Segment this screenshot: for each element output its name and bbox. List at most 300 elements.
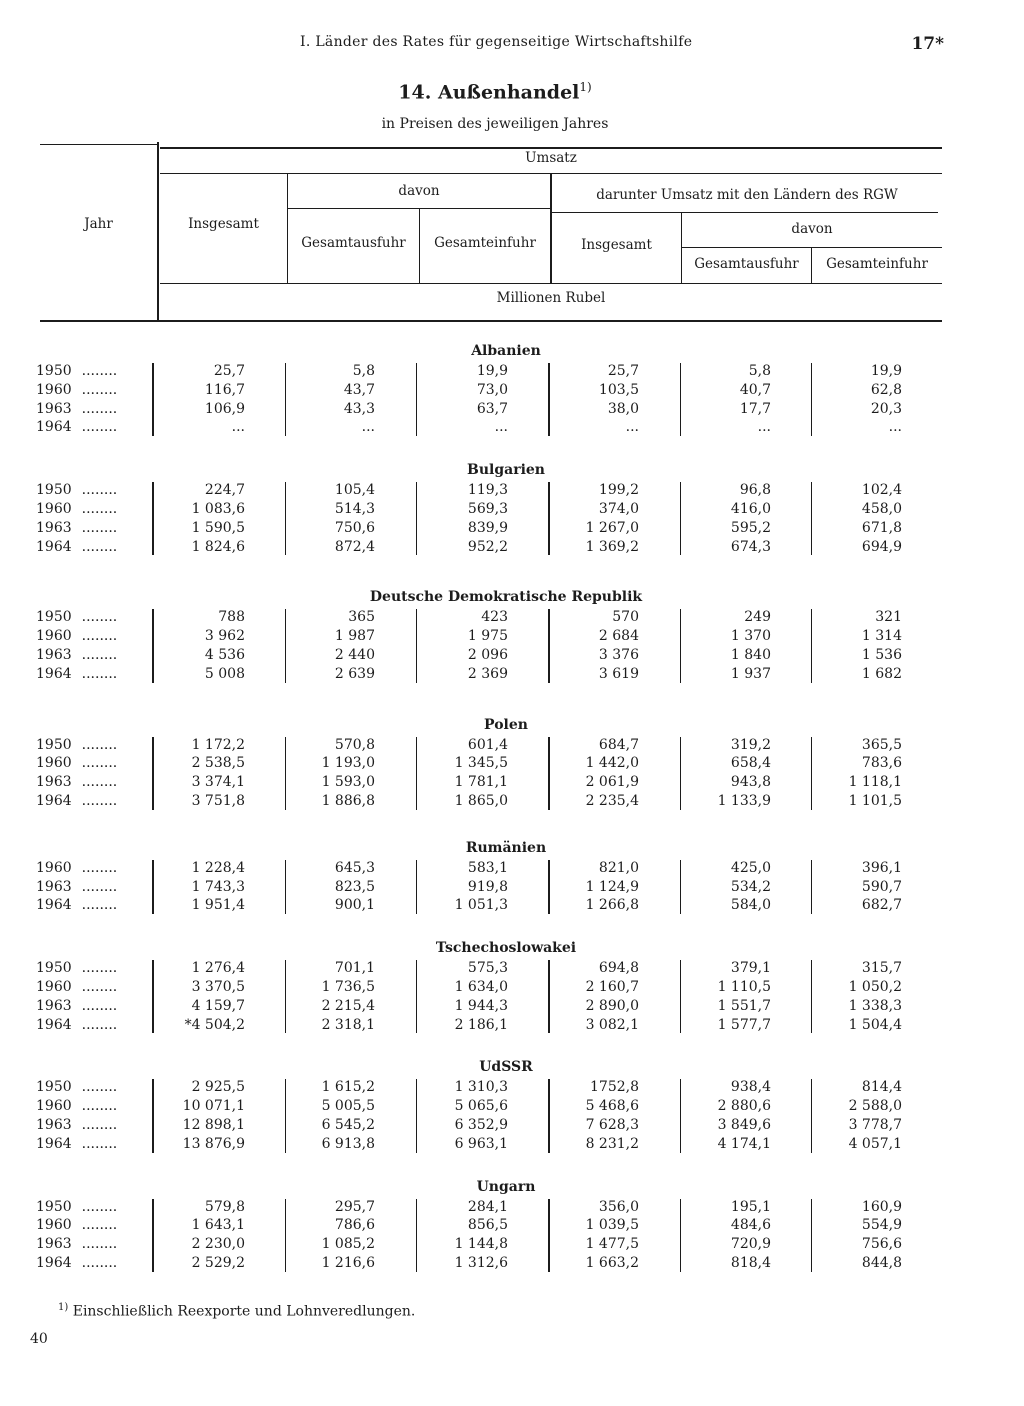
table-row (30, 1135, 942, 1154)
column-separator (285, 960, 286, 1033)
value-cell: 601,4 (467, 736, 508, 753)
column-separator (548, 482, 550, 555)
year-label: 1960 (36, 978, 72, 995)
leader-dots: ........ (81, 1079, 118, 1096)
value-cell: 674,3 (730, 538, 771, 555)
table-title-text: 14. Außenhandel (398, 81, 580, 104)
country-title: Deutsche Demokratische Republik (369, 589, 643, 606)
year-label: 1963 (36, 878, 72, 895)
column-separator (416, 363, 417, 436)
table-row (30, 418, 942, 437)
value-cell: 1 267,0 (585, 519, 639, 536)
column-separator (680, 960, 681, 1033)
header-rgw-insgesamt: Insgesamt (581, 237, 652, 253)
year-cell (36, 1097, 146, 1116)
table-header (40, 142, 942, 322)
leader-dots: ........ (81, 792, 118, 809)
value-cell: 2 215,4 (321, 997, 375, 1014)
value-cell: 6 352,9 (454, 1116, 508, 1133)
table-row (30, 1216, 942, 1235)
value-cell: ... (625, 419, 639, 436)
value-cell: 1 050,2 (848, 978, 902, 995)
value-cell: 684,7 (598, 736, 639, 753)
footnote (58, 1302, 415, 1320)
year-cell (36, 665, 146, 684)
year-label: 1960 (36, 859, 72, 876)
value-cell: 1 085,2 (321, 1236, 375, 1253)
year-label: 1963 (36, 400, 72, 417)
value-cell: 20,3 (870, 400, 902, 417)
value-cell: 321 (875, 609, 902, 626)
value-cell: 1 338,3 (848, 997, 902, 1014)
value-cell: 3 619 (598, 665, 639, 682)
value-cell: 1 634,0 (454, 978, 508, 995)
value-cell: 1 736,5 (321, 978, 375, 995)
year-cell (36, 1116, 146, 1135)
value-cell: 583,1 (467, 859, 508, 876)
value-cell: 1 310,3 (454, 1079, 508, 1096)
value-cell: 1 144,8 (454, 1236, 508, 1253)
leader-dots: ........ (81, 628, 118, 645)
table-row (30, 665, 942, 684)
header-gesamtausfuhr: Gesamtausfuhr (301, 235, 406, 251)
year-cell (36, 500, 146, 519)
value-cell: ... (757, 419, 771, 436)
country-rows (30, 608, 942, 683)
year-cell (36, 896, 146, 915)
value-cell: 1 937 (730, 665, 771, 682)
table-row (30, 608, 942, 627)
table-row (30, 519, 942, 538)
footnote-mark: 1) (58, 1302, 69, 1313)
value-cell: 900,1 (334, 897, 375, 914)
column-separator (416, 1079, 417, 1152)
column-separator (416, 737, 417, 810)
leader-dots: ........ (81, 1116, 118, 1133)
table-row (30, 538, 942, 557)
table-row (30, 627, 942, 646)
year-cell (36, 736, 146, 755)
value-cell: 1 643,1 (191, 1217, 245, 1234)
value-cell: 514,3 (334, 500, 375, 517)
column-separator (285, 363, 286, 436)
table-row (30, 997, 942, 1016)
page-number-top: 17* (911, 34, 944, 54)
value-cell: 1 172,2 (191, 736, 245, 753)
value-cell: *4 504,2 (184, 1016, 245, 1033)
leader-dots: ........ (81, 363, 118, 379)
leader-dots: ........ (81, 1098, 118, 1115)
value-cell: 595,2 (730, 519, 771, 536)
header-rule-top (160, 147, 942, 149)
value-cell: 19,9 (476, 363, 508, 379)
column-separator (416, 860, 417, 914)
column-separator (811, 609, 812, 682)
value-cell: 814,4 (861, 1079, 902, 1096)
country-title: Tschechoslowakei (435, 940, 577, 957)
value-cell: 2 639 (334, 665, 375, 682)
value-cell: 119,3 (467, 482, 508, 499)
column-separator (680, 737, 681, 810)
year-label: 1963 (36, 997, 72, 1014)
column-separator (680, 482, 681, 555)
value-cell: 1 951,4 (191, 897, 245, 914)
column-separator (416, 1199, 417, 1272)
year-label: 1963 (36, 1236, 72, 1253)
value-cell: 10 071,1 (182, 1098, 245, 1115)
leader-dots: ........ (81, 960, 118, 977)
header-darunter-rgw: darunter Umsatz mit den Ländern des RGW (596, 187, 898, 203)
value-cell: 1 110,5 (717, 978, 771, 995)
value-cell: 1 370 (730, 628, 771, 645)
year-cell (36, 978, 146, 997)
value-cell: 1 987 (334, 628, 375, 645)
header-rule-bottom (40, 320, 942, 322)
year-label: 1964 (36, 792, 72, 809)
value-cell: 1 228,4 (191, 859, 245, 876)
value-cell: 575,3 (467, 960, 508, 977)
column-separator (811, 1079, 812, 1152)
value-cell: 284,1 (467, 1198, 508, 1215)
year-cell (36, 1216, 146, 1235)
country-section (30, 1176, 942, 1273)
table-row (30, 500, 942, 519)
value-cell: 6 913,8 (321, 1135, 375, 1152)
table-row (30, 878, 942, 897)
year-cell (36, 878, 146, 897)
header-jahr: Jahr (84, 216, 113, 232)
value-cell: 756,6 (861, 1236, 902, 1253)
value-cell: 694,9 (861, 538, 902, 555)
value-cell: 1 312,6 (454, 1254, 508, 1271)
year-cell (36, 859, 146, 878)
column-separator (285, 609, 286, 682)
value-cell: 8 231,2 (585, 1135, 639, 1152)
value-cell: 1 314 (861, 628, 902, 645)
value-cell: 952,2 (467, 538, 508, 555)
value-cell: 425,0 (730, 859, 771, 876)
year-cell (36, 792, 146, 811)
value-cell: 17,7 (739, 400, 771, 417)
year-cell (36, 1254, 146, 1273)
value-cell: 356,0 (598, 1198, 639, 1215)
value-cell: 116,7 (204, 381, 245, 398)
value-cell: 1 840 (730, 646, 771, 663)
value-cell: 788 (218, 609, 245, 626)
value-cell: 872,4 (334, 538, 375, 555)
value-cell: 3 962 (204, 628, 245, 645)
table-title (0, 80, 990, 103)
value-cell: 3 370,5 (191, 978, 245, 995)
column-separator (548, 1199, 550, 1272)
table-row (30, 736, 942, 755)
year-label: 1963 (36, 646, 72, 663)
value-cell: 1 781,1 (454, 774, 508, 791)
value-cell: 1 039,5 (585, 1217, 639, 1234)
value-cell: 823,5 (334, 878, 375, 895)
value-cell: 105,4 (334, 482, 375, 499)
value-cell: 1 551,7 (717, 997, 771, 1014)
year-cell (36, 400, 146, 419)
leader-dots: ........ (81, 665, 118, 682)
value-cell: 4 057,1 (848, 1135, 902, 1152)
year-cell (36, 646, 146, 665)
column-separator (285, 860, 286, 914)
value-cell: 2 890,0 (585, 997, 639, 1014)
year-cell (36, 418, 146, 437)
value-cell: 1 477,5 (585, 1236, 639, 1253)
year-cell (36, 1235, 146, 1254)
footnote-text: Einschließlich Reexporte und Lohnveredlungen. (72, 1303, 416, 1320)
year-label: 1950 (36, 1198, 72, 1215)
country-section (30, 837, 942, 915)
table-subtitle: in Preisen des jeweiligen Jahres (381, 116, 609, 132)
country-rows (30, 736, 942, 811)
value-cell: 3 849,6 (717, 1116, 771, 1133)
table-row (30, 1116, 942, 1135)
year-label: 1963 (36, 1116, 72, 1133)
value-cell: 224,7 (204, 482, 245, 499)
year-label: 1964 (36, 1016, 72, 1033)
value-cell: 534,2 (730, 878, 771, 895)
header-umsatz: Umsatz (525, 150, 577, 166)
value-cell: 554,9 (861, 1217, 902, 1234)
country-title: Ungarn (476, 1178, 536, 1195)
table-row (30, 481, 942, 500)
value-cell: 365 (348, 609, 375, 626)
value-cell: 106,9 (204, 400, 245, 417)
country-section (30, 937, 942, 1034)
country-rows (30, 959, 942, 1034)
table-row (30, 381, 942, 400)
value-cell: 2 880,6 (717, 1098, 771, 1115)
column-separator (811, 363, 812, 436)
value-cell: 6 963,1 (454, 1135, 508, 1152)
year-label: 1964 (36, 419, 72, 436)
column-separator (811, 860, 812, 914)
leader-dots: ........ (81, 419, 118, 436)
column-separator (416, 960, 417, 1033)
value-cell: 1 216,6 (321, 1254, 375, 1271)
value-cell: 3 082,1 (585, 1016, 639, 1033)
value-cell: 694,8 (598, 960, 639, 977)
year-label: 1950 (36, 609, 72, 626)
value-cell: 943,8 (730, 774, 771, 791)
value-cell: 821,0 (598, 859, 639, 876)
year-cell (36, 481, 146, 500)
page-number-bottom: 40 (30, 1331, 48, 1347)
value-cell: 5 008 (204, 665, 245, 682)
table-row (30, 978, 942, 997)
value-cell: 1 101,5 (848, 792, 902, 809)
column-separator (680, 1079, 681, 1152)
leader-dots: ........ (81, 736, 118, 753)
value-cell: 1 615,2 (321, 1079, 375, 1096)
column-separator (548, 1079, 550, 1152)
year-cell (36, 627, 146, 646)
value-cell: 1 124,9 (585, 878, 639, 895)
value-cell: 818,4 (730, 1254, 771, 1271)
value-cell: 2 235,4 (585, 792, 639, 809)
leader-dots: ........ (81, 1217, 118, 1234)
year-label: 1963 (36, 774, 72, 791)
leader-dots: ........ (81, 1016, 118, 1033)
leader-dots: ........ (81, 755, 118, 772)
table-row (30, 1235, 942, 1254)
value-cell: 783,6 (861, 755, 902, 772)
value-cell: 62,8 (870, 381, 902, 398)
value-cell: 2 369 (467, 665, 508, 682)
value-cell: 569,3 (467, 500, 508, 517)
year-cell (36, 538, 146, 557)
header-rule-rgw (552, 212, 938, 213)
year-cell (36, 754, 146, 773)
header-insgesamt: Insgesamt (188, 216, 259, 232)
value-cell: 701,1 (334, 960, 375, 977)
value-cell: 63,7 (476, 400, 508, 417)
column-separator (152, 737, 154, 810)
leader-dots: ........ (81, 381, 118, 398)
year-cell (36, 519, 146, 538)
column-separator (152, 1079, 154, 1152)
value-cell: 682,7 (861, 897, 902, 914)
value-cell: 786,6 (334, 1217, 375, 1234)
leader-dots: ........ (81, 609, 118, 626)
value-cell: 3 778,7 (848, 1116, 902, 1133)
year-cell (36, 362, 146, 381)
header-rgw-davon: davon (791, 221, 833, 237)
country-rows (30, 859, 942, 915)
table-row (30, 754, 942, 773)
table-row (30, 1097, 942, 1116)
column-separator (285, 737, 286, 810)
value-cell: 5,8 (352, 363, 375, 379)
leader-dots: ........ (81, 878, 118, 895)
table-row (30, 773, 942, 792)
column-separator (811, 1199, 812, 1272)
value-cell: 570,8 (334, 736, 375, 753)
table-row (30, 859, 942, 878)
value-cell: 2 440 (334, 646, 375, 663)
leader-dots: ........ (81, 1198, 118, 1215)
leader-dots: ........ (81, 774, 118, 791)
value-cell: 1 590,5 (191, 519, 245, 536)
table-row (30, 400, 942, 419)
value-cell: 38,0 (607, 400, 639, 417)
column-separator (548, 363, 550, 436)
table-row (30, 1016, 942, 1035)
value-cell: 1 944,3 (454, 997, 508, 1014)
value-cell: 671,8 (861, 519, 902, 536)
country-rows (30, 1078, 942, 1153)
country-rows (30, 1198, 942, 1273)
leader-dots: ........ (81, 500, 118, 517)
value-cell: 43,7 (343, 381, 375, 398)
value-cell: 570 (612, 609, 639, 626)
table-row (30, 1254, 942, 1273)
leader-dots: ........ (81, 897, 118, 914)
table-row (30, 896, 942, 915)
running-head: I. Länder des Rates für gegenseitige Wirtschaftshilfe (300, 34, 693, 50)
column-separator (416, 609, 417, 682)
leader-dots: ........ (81, 1236, 118, 1253)
column-separator (285, 1199, 286, 1272)
value-cell: 484,6 (730, 1217, 771, 1234)
year-label: 1950 (36, 482, 72, 499)
year-label: 1960 (36, 1098, 72, 1115)
year-label: 1964 (36, 1254, 72, 1271)
value-cell: 1 886,8 (321, 792, 375, 809)
year-label: 1950 (36, 736, 72, 753)
value-cell: 416,0 (730, 500, 771, 517)
header-gesamteinfuhr: Gesamteinfuhr (434, 235, 536, 251)
value-cell: 1 133,9 (717, 792, 771, 809)
value-cell: 2 684 (598, 628, 639, 645)
country-rows (30, 481, 942, 556)
column-separator (285, 482, 286, 555)
country-section (30, 340, 942, 437)
header-unit: Millionen Rubel (496, 290, 606, 306)
value-cell: 1 442,0 (585, 755, 639, 772)
year-cell (36, 997, 146, 1016)
column-separator (680, 363, 681, 436)
year-label: 1950 (36, 1079, 72, 1096)
value-cell: 2 186,1 (454, 1016, 508, 1033)
value-cell: 1 577,7 (717, 1016, 771, 1033)
country-section (30, 1056, 942, 1153)
value-cell: 12 898,1 (182, 1116, 245, 1133)
country-title: Polen (484, 716, 528, 733)
value-cell: 1 663,2 (585, 1254, 639, 1271)
table-body (30, 340, 942, 1273)
value-cell: 6 545,2 (321, 1116, 375, 1133)
leader-dots: ........ (81, 1135, 118, 1152)
header-rgw-gesamteinfuhr: Gesamteinfuhr (826, 256, 928, 272)
value-cell: 584,0 (730, 897, 771, 914)
value-cell: 1 682 (861, 665, 902, 682)
value-cell: ... (888, 419, 902, 436)
column-separator (548, 737, 550, 810)
value-cell: 1 118,1 (848, 774, 902, 791)
year-label: 1964 (36, 665, 72, 682)
column-separator (152, 860, 154, 914)
leader-dots: ........ (81, 538, 118, 555)
year-label: 1960 (36, 755, 72, 772)
value-cell: 295,7 (334, 1198, 375, 1215)
table-row (30, 362, 942, 381)
year-label: 1960 (36, 628, 72, 645)
year-cell (36, 1135, 146, 1154)
column-separator (811, 960, 812, 1033)
value-cell: 5 065,6 (454, 1098, 508, 1115)
year-label: 1964 (36, 1135, 72, 1152)
value-cell: 1 743,3 (191, 878, 245, 895)
value-cell: 2 061,9 (585, 774, 639, 791)
value-cell: 7 628,3 (585, 1116, 639, 1133)
value-cell: 938,4 (730, 1079, 771, 1096)
year-label: 1960 (36, 1217, 72, 1234)
value-cell: 2 529,2 (191, 1254, 245, 1271)
value-cell: 1 266,8 (585, 897, 639, 914)
value-cell: 3 376 (598, 646, 639, 663)
year-label: 1950 (36, 960, 72, 977)
value-cell: 1 051,3 (454, 897, 508, 914)
value-cell: 5 005,5 (321, 1098, 375, 1115)
country-section (30, 586, 942, 683)
value-cell: 102,4 (861, 482, 902, 499)
country-title: UdSSR (479, 1059, 533, 1076)
value-cell: 856,5 (467, 1217, 508, 1234)
